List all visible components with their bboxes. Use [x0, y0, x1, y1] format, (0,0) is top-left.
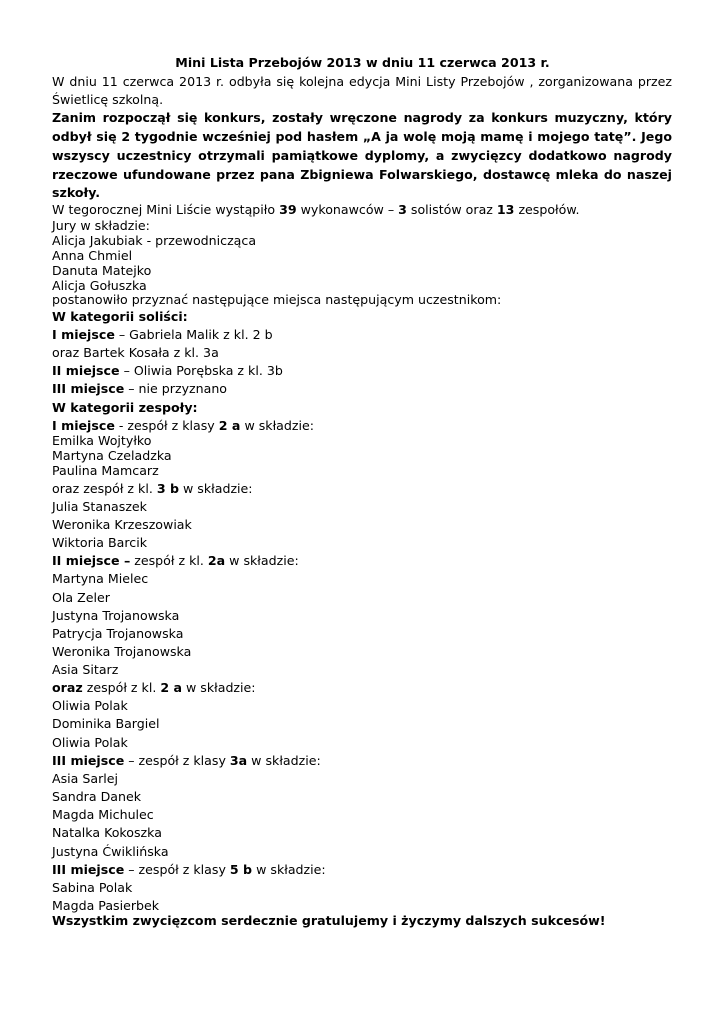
soloists-heading: W kategorii soliści: [52, 309, 188, 324]
band-member: Oliwia Polak [52, 735, 128, 750]
bands-first-place: I miejsce - zespół z klasy 2 a w składzie: [52, 418, 314, 433]
awards-line-4: rzeczowe ufundowane przez pana Zbigniewa Folwarskiego, dostawcę mleka do naszej [52, 167, 672, 182]
bands-count: 13 [496, 202, 515, 217]
participants-line: W tegorocznej Mini Liście wystąpiło 39 wykonawców – 3 solistów oraz 13 zespołów. [52, 202, 580, 217]
soloists-second-place: II miejsce – Oliwia Porębska z kl. 3b [52, 363, 283, 378]
intro-line-1: W dniu 11 czerwca 2013 r. odbyła się kolejna edycja Mini Listy Przebojów , zorganizowana przez [52, 74, 672, 89]
band-member: Oliwia Polak [52, 698, 128, 713]
bands-heading: W kategorii zespoły: [52, 400, 198, 415]
awards-line-1: Zanim rozpoczął się konkurs, zostały wręczone nagrody za konkurs muzyczny, który [52, 110, 672, 125]
band-member: Julia Stanaszek [52, 499, 147, 514]
band-member: Wiktoria Barcik [52, 535, 147, 550]
awards-line-5: szkoły. [52, 185, 101, 200]
closing-line: Wszystkim zwycięzcom serdecznie gratulujemy i życzymy dalszych sukcesów! [52, 913, 606, 928]
jury-heading: Jury w składzie: [52, 218, 150, 233]
band-member: Asia Sitarz [52, 662, 119, 677]
jury-member: Alicja Gołuszka [52, 278, 147, 293]
bands-first-place-second-band: oraz zespół z kl. 3 b w składzie: [52, 481, 253, 496]
band-member: Emilka Wojtyłko [52, 433, 152, 448]
soloists-first-place-also: oraz Bartek Kosała z kl. 3a [52, 345, 219, 360]
soloists-third-place: III miejsce – nie przyznano [52, 381, 228, 396]
bands-third-place: III miejsce – zespół z klasy 3a w składzie: [52, 753, 321, 768]
bands-second-place-second-band: oraz zespół z kl. 2 a w składzie: [52, 680, 256, 695]
jury-member: Alicja Jakubiak - przewodnicząca [52, 233, 257, 248]
total-performers: 39 [279, 202, 297, 217]
band-member: Sabina Polak [52, 880, 133, 895]
band-member: Justyna Trojanowska [52, 608, 180, 623]
band-member: Natalka Kokoszka [52, 825, 162, 840]
band-member: Dominika Bargiel [52, 716, 160, 731]
band-member: Martyna Czeladzka [52, 448, 172, 463]
band-member: Sandra Danek [52, 789, 142, 804]
band-member: Asia Sarlej [52, 771, 119, 786]
band-member: Magda Michulec [52, 807, 154, 822]
document-title: Mini Lista Przebojów 2013 w dniu 11 czerwca 2013 r. [175, 55, 550, 70]
band-member: Paulina Mamcarz [52, 463, 159, 478]
jury-decision: postanowiło przyznać następujące miejsca następującym uczestnikom: [52, 292, 502, 307]
bands-third-place-second-band: III miejsce – zespół z klasy 5 b w składzie: [52, 862, 326, 877]
jury-member: Anna Chmiel [52, 248, 133, 263]
bands-second-place: II miejsce – zespół z kl. 2a w składzie: [52, 553, 299, 568]
awards-line-3: wszyscy uczestnicy otrzymali pamiątkowe dyplomy, a zwycięzcy dodatkowo nagrody [52, 148, 672, 163]
band-member: Ola Zeler [52, 590, 110, 605]
band-member: Magda Pasierbek [52, 898, 160, 913]
band-member: Weronika Trojanowska [52, 644, 192, 659]
band-member: Justyna Ćwiklińska [52, 844, 169, 859]
soloists-first-place: I miejsce – Gabriela Malik z kl. 2 b [52, 327, 273, 342]
awards-line-2: odbył się 2 tygodnie wcześniej pod hasłem „A ja wolę moją mamę i mojego tatę”. Jego [52, 129, 672, 144]
band-member: Martyna Mielec [52, 571, 149, 586]
jury-member: Danuta Matejko [52, 263, 152, 278]
intro-line-2: Świetlicę szkolną. [52, 92, 164, 107]
band-member: Weronika Krzeszowiak [52, 517, 192, 532]
soloists-count: 3 [398, 202, 407, 217]
band-member: Patrycja Trojanowska [52, 626, 184, 641]
